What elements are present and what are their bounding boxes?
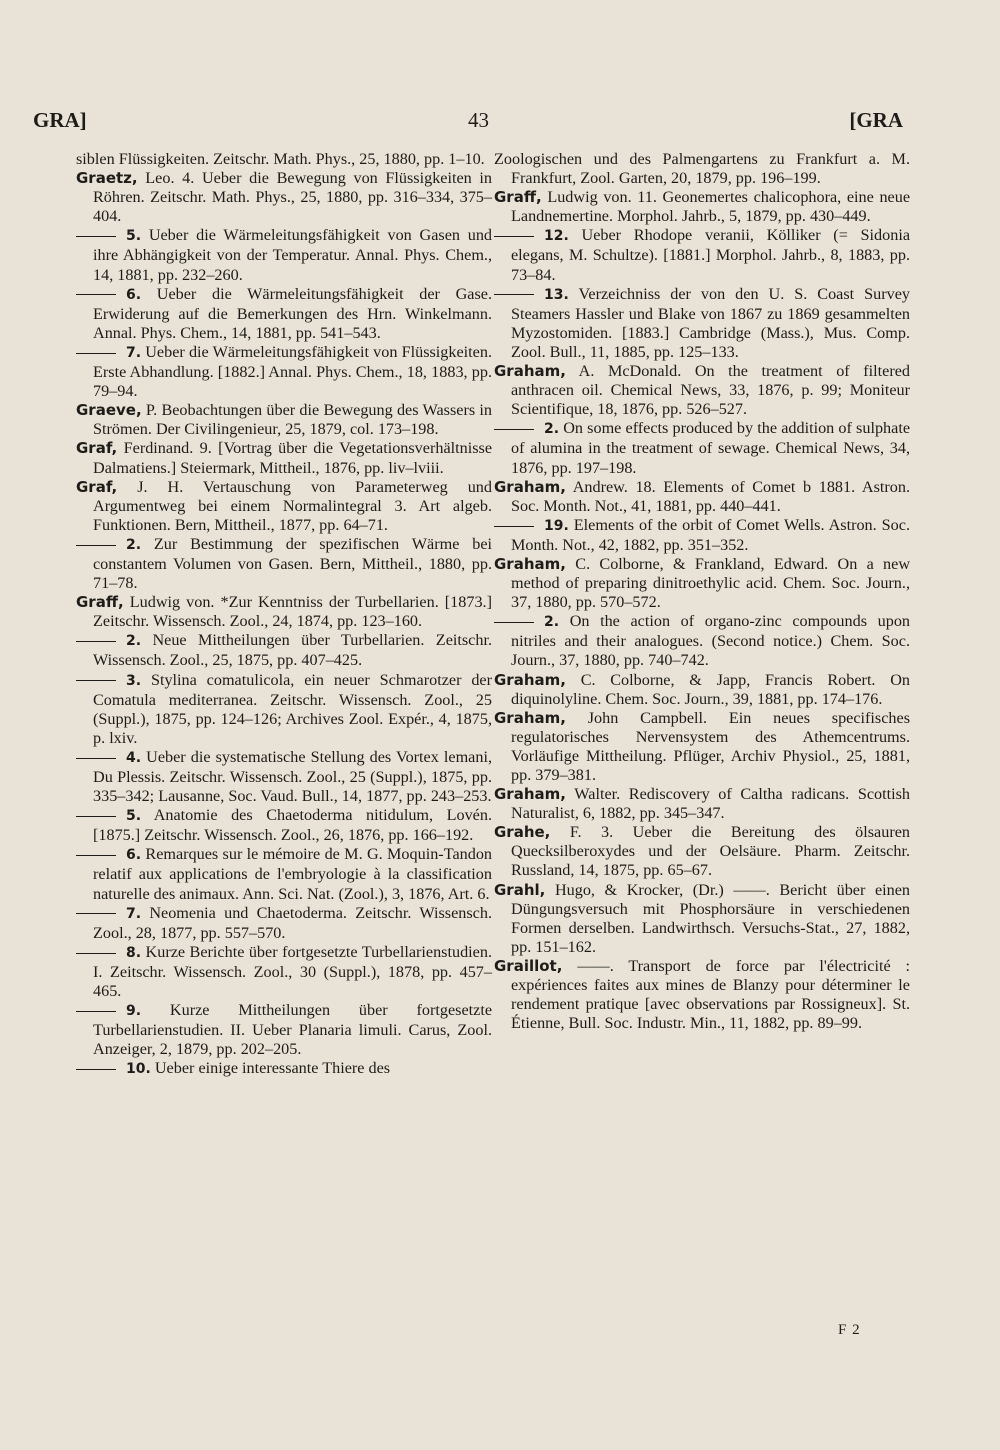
- ditto-dash: [76, 816, 116, 817]
- entry-text: F. 3. Ueber die Bereitung des ölsauren Quecksilberoxydes und der Oelsäure. Pharm. Zeitschr. Russland, 14, 1875, pp. 65–67.: [511, 823, 910, 880]
- bibliography-entry: [494, 285, 910, 362]
- entry-text: Remarques sur le mémoire de M. G. Moquin-Tandon relatif aux applications de l'embryologie à la classification naturelle des animaux. Ann. Sci. Nat. (Zool.), 3, 1876, Art. 6.: [93, 845, 493, 903]
- entry-text: Zur Bestimmung der spezifischen Wärme bei constantem Volumen von Gasen. Bern, Mittheil., 1880, pp. 71–78.: [93, 534, 492, 593]
- entry-number: 6.: [126, 286, 142, 303]
- entry-author: Graham,: [494, 670, 566, 689]
- entry-number: 7.: [126, 905, 142, 922]
- signature-mark: F 2: [838, 1322, 861, 1338]
- entry-text: A. McDonald. On the treatment of filtered anthracen oil. Chemical News, 33, 1876, p. 99; Moniteur Scientifique, 18, 1876, pp. 526–527.: [511, 362, 911, 419]
- ditto-dash: [76, 913, 116, 914]
- bibliography-entry: [76, 401, 492, 439]
- entry-number: 2.: [544, 614, 560, 631]
- entry-number: 13.: [544, 286, 569, 303]
- entry-author: Graf,: [76, 477, 118, 496]
- bibliography-entry: [76, 845, 492, 903]
- entry-text: Ueber die Wärmeleitungsfähigkeit von Gasen und ihre Abhängigkeit von der Temperatur. Annal. Phys. Chem., 14, 1881, pp. 232–260.: [93, 226, 493, 284]
- entry-text: John Campbell. Ein neues specifisches regulatorisches Nervensystem des Athemcentrums. Vorläufige Mittheilung. Pflüger, Archiv Physiol., 25, 1881, pp. 379–381.: [511, 708, 910, 784]
- ditto-dash: [494, 236, 534, 237]
- entry-text: Walter. Rediscovery of Caltha radicans. Scottish Naturalist, 6, 1882, pp. 345–347.: [511, 785, 910, 823]
- bibliography-entry: [494, 612, 910, 670]
- ditto-dash: [76, 353, 116, 354]
- bibliography-entry: [76, 169, 492, 226]
- running-header: [0, 108, 1000, 138]
- entry-text: Neomenia und Chaetoderma. Zeitschr. Wissensch. Zool., 28, 1877, pp. 557–570.: [93, 903, 493, 942]
- entry-text: Hugo, & Krocker, (Dr.) ——. Bericht über einen Düngungsversuch mit Phosphorsäure in verschiedenen Formen derselben. Landwirthsch. Versuchs-Stat., 27, 1882, pp. 151–162.: [511, 880, 911, 956]
- ditto-dash: [76, 855, 116, 856]
- bibliography-entry: [494, 362, 910, 419]
- bibliography-entry: [494, 419, 910, 477]
- ditto-dash: [494, 294, 534, 295]
- entry-text: Stylina comatulicola, ein neuer Schmarotzer der Comatula mediterranea. Zeitschr. Wissensch. Zool., 25 (Suppl.), 1875, pp. 124–126; Archives Zool. Expér., 4, 1875, p. lxiv.: [93, 670, 492, 747]
- ditto-dash: [76, 1011, 116, 1012]
- entry-number: 2.: [126, 633, 142, 650]
- ditto-dash: [76, 294, 116, 295]
- bibliography-entry: [494, 785, 910, 823]
- ditto-dash: [76, 545, 116, 546]
- entry-number: 2.: [126, 536, 142, 553]
- ditto-dash: [494, 429, 534, 430]
- header-right-label: [GRA: [849, 108, 903, 132]
- bibliography-entry: [76, 535, 492, 593]
- entry-text: Ueber die Wärmeleitungsfähigkeit der Gase. Erwiderung auf die Bemerkungen des Hrn. Winkelmann. Annal. Phys. Chem., 14, 1881, pp. 541–543.: [93, 284, 492, 342]
- entry-number: 19.: [544, 517, 569, 534]
- entry-author: Graetz,: [76, 169, 138, 188]
- ditto-dash: [76, 758, 116, 759]
- entry-number: 12.: [544, 228, 569, 245]
- bibliography-entry: [76, 226, 492, 284]
- entry-author: Graeve,: [76, 401, 142, 420]
- entry-number: 10.: [126, 1061, 151, 1078]
- entry-text: C. Colborne, & Japp, Francis Robert. On diquinolyline. Chem. Soc. Journ., 39, 1881, pp. 174–176.: [511, 670, 910, 708]
- entry-text: C. Colborne, & Frankland, Edward. On a new method of preparing dinitroethylic acid. Chem. Soc. Journ., 37, 1880, pp. 570–572.: [511, 554, 911, 612]
- entry-text: ——. Transport de force par l'électricité : expériences faites aux mines de Blanzy pour déterminer le rendement pratique [avec observations par Rossigneux]. St. Étienne, Bull. Soc. Industr. Min., 11, 1882, pp. 89–99.: [511, 956, 911, 1033]
- entry-text: Verzeichniss der von den U. S. Coast Survey Steamers Hassler und Blake von 1867 zu 1869 gesammelten Myzostomiden. [1883.] Cambridge (Mass.), Mus. Comp. Zool. Bull., 11, 1885, pp. 125–133.: [511, 284, 910, 361]
- bibliography-entry: [76, 943, 492, 1001]
- entry-author: Grahe,: [494, 823, 551, 842]
- entry-author: Graham,: [494, 785, 566, 804]
- bibliography-entry: [76, 478, 492, 535]
- ditto-dash: [76, 236, 116, 237]
- bibliography-entry: [76, 439, 492, 477]
- bibliography-entry: [76, 904, 492, 943]
- entry-text: Ludwig von. *Zur Kenntniss der Turbellarien. [1873.] Zeitschr. Wissensch. Zool., 24, 1874, pp. 123–160.: [93, 593, 492, 631]
- right-column: [494, 150, 910, 1033]
- bibliography-entry: [494, 709, 910, 785]
- entry-text: Ueber die systematische Stellung des Vortex lemani, Du Plessis. Zeitschr. Wissensch. Zool., 25 (Suppl.), 1875, pp. 335–342; Lausanne, Soc. Vaud. Bull., 14, 1877, pp. 243–253.: [93, 747, 493, 806]
- bibliography-entry: [494, 823, 910, 880]
- ditto-dash: [494, 526, 534, 527]
- entry-text: Zoologischen und des Palmengartens zu Frankfurt a. M. Frankfurt, Zool. Garten, 20, 1879, pp. 196–199.: [494, 150, 910, 188]
- entry-text: J. H. Vertauschung von Parameterweg und Argumentweg bei einem Normalintegral 3. Art algeb. Funktionen. Bern, Mittheil., 1877, pp. 64–71.: [93, 477, 492, 534]
- entry-text: Kurze Mittheilungen über fortgesetzte Turbellarienstudien. II. Ueber Planaria limuli. Carus, Zool. Anzeiger, 2, 1879, pp. 202–205.: [93, 1001, 493, 1059]
- entry-text: Ferdinand. 9. [Vortrag über die Vegetationsverhältnisse Dalmatiens.] Steiermark, Mittheil., 1876, pp. liv–lviii.: [93, 439, 492, 477]
- bibliography-entry: [494, 226, 910, 284]
- entry-text: Anatomie des Chaetoderma nitidulum, Lovén. [1875.] Zeitschr. Wissensch. Zool., 26, 1876, pp. 166–192.: [93, 806, 492, 845]
- entry-number: 8.: [126, 944, 142, 961]
- bibliography-entry: [494, 478, 910, 516]
- entry-author: Graham,: [494, 708, 566, 727]
- bibliography-entry: [494, 188, 910, 226]
- entry-author: Graham,: [494, 477, 566, 496]
- page-number: 43: [468, 108, 489, 132]
- bibliography-entry: [494, 957, 910, 1033]
- bibliography-entry: [76, 671, 492, 748]
- entry-text: Kurze Berichte über fortgesetzte Turbellarienstudien. I. Zeitschr. Wissensch. Zool., 30 (Suppl.), 1878, pp. 457–465.: [93, 942, 492, 1001]
- entry-number: 3.: [126, 672, 142, 689]
- entry-author: Graham,: [494, 362, 566, 381]
- entry-number: 6.: [126, 847, 142, 864]
- ditto-dash: [76, 953, 116, 954]
- entry-number: 5.: [126, 808, 142, 825]
- entry-text: Elements of the orbit of Comet Wells. Astron. Soc. Month. Not., 42, 1882, pp. 351–352.: [511, 515, 910, 554]
- bibliography-entry: [76, 150, 492, 169]
- bibliography-entry: [76, 1001, 492, 1059]
- ditto-dash: [76, 641, 116, 642]
- bibliography-entry: [76, 806, 492, 845]
- entry-author: Graf,: [76, 439, 118, 458]
- entry-author: Graff,: [76, 593, 124, 612]
- entry-text: Ueber einige interessante Thiere des: [154, 1059, 391, 1078]
- bibliography-entry: [494, 150, 910, 188]
- entry-text: Ueber Rhodope veranii, Kölliker (= Sidonia elegans, M. Schultze). [1881.] Morphol. Jahrb., 8, 1883, pp. 73–84.: [511, 226, 910, 284]
- ditto-dash: [76, 1069, 116, 1070]
- left-column: [76, 150, 492, 1080]
- bibliography-entry: [76, 285, 492, 343]
- entry-text: On the action of organo-zinc compounds upon nitriles and their analogues. (Second notice.) Chem. Soc. Journ., 37, 1880, pp. 740–742.: [511, 612, 911, 670]
- bibliography-entry: [494, 555, 910, 612]
- entry-number: 9.: [126, 1003, 142, 1020]
- entry-text: siblen Flüssigkeiten. Zeitschr. Math. Phys., 25, 1880, pp. 1–10.: [76, 150, 485, 168]
- bibliography-entry: [494, 881, 910, 957]
- bibliography-entry: [494, 516, 910, 555]
- bibliography-entry: [76, 631, 492, 670]
- entry-author: Graff,: [494, 188, 542, 207]
- bibliography-entry: [76, 343, 492, 401]
- entry-text: Leo. 4. Ueber die Bewegung von Flüssigkeiten in Röhren. Zeitschr. Math. Phys., 25, 1880, pp. 316–334, 375–404.: [93, 169, 493, 226]
- entry-author: Grahl,: [494, 880, 546, 899]
- entry-number: 5.: [126, 228, 142, 245]
- bibliography-entry: [76, 748, 492, 806]
- bibliography-entry: [76, 593, 492, 631]
- bibliography-entry: [494, 671, 910, 709]
- entry-number: 4.: [126, 749, 142, 766]
- ditto-dash: [76, 680, 116, 681]
- entry-text: On some effects produced by the addition of sulphate of alumina in the treatment of sewage. Chemical News, 34, 1876, pp. 197–198.: [511, 419, 911, 477]
- entry-number: 7.: [126, 344, 142, 361]
- ditto-dash: [494, 622, 534, 623]
- entry-number: 2.: [544, 421, 560, 438]
- entry-text: Neue Mittheilungen über Turbellarien. Zeitschr. Wissensch. Zool., 25, 1875, pp. 407–425.: [93, 631, 492, 670]
- entry-text: Ueber die Wärmeleitungsfähigkeit von Flüssigkeiten. Erste Abhandlung. [1882.] Annal. Phys. Chem., 18, 1883, pp. 79–94.: [93, 342, 492, 401]
- entry-author: Graham,: [494, 554, 566, 573]
- entry-text: Ludwig von. 11. Geonemertes chalicophora, eine neue Landnemertine. Morphol. Jahrb., 5, 1879, pp. 430–449.: [511, 188, 911, 226]
- entry-text: Andrew. 18. Elements of Comet b 1881. Astron. Soc. Month. Not., 41, 1881, pp. 440–441.: [511, 477, 911, 515]
- bibliography-entry: [76, 1059, 492, 1079]
- entry-text: P. Beobachtungen über die Bewegung des Wassers in Strömen. Der Civilingenieur, 25, 1879, col. 173–198.: [93, 401, 492, 439]
- header-left-label: GRA]: [33, 108, 87, 132]
- entry-author: Graillot,: [494, 956, 563, 975]
